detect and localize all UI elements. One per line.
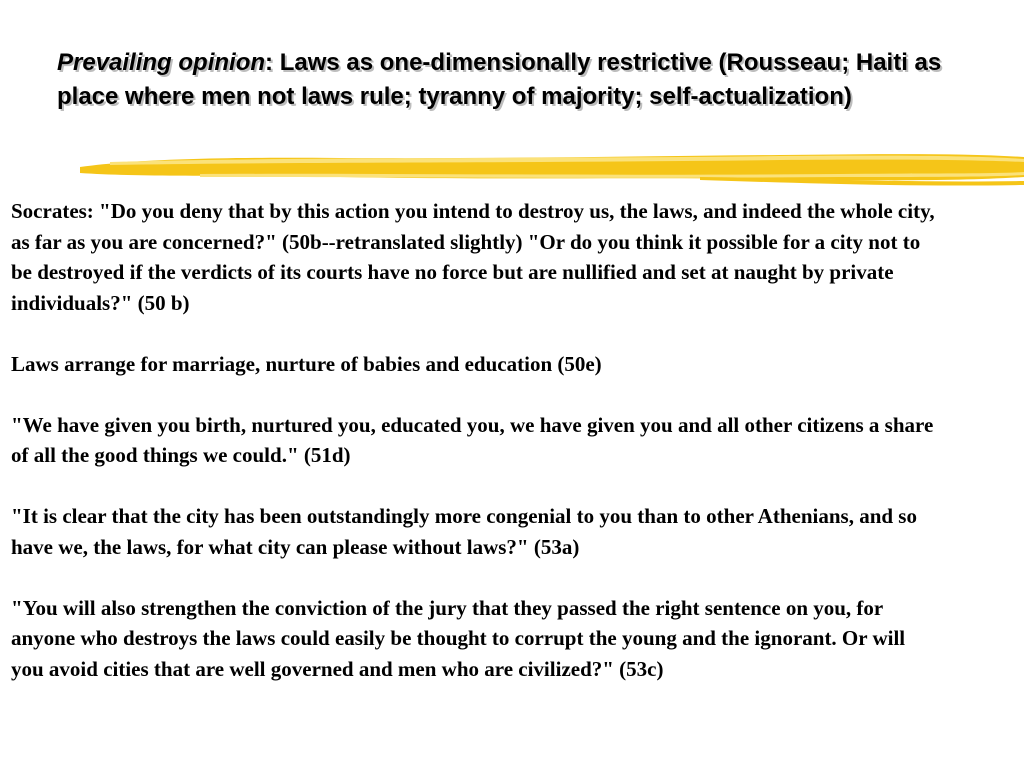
paragraph-socrates-quote: Socrates: "Do you deny that by this action you intend to destroy us, the laws, and indeed the whole city, as far as you are concerned?" (50b--retranslated slightly) "Or do you think it possible for a city not to be destroyed if the verdicts of its courts have no force but are nullified and set at naught by private individuals?" (50 b) — [11, 199, 935, 315]
body-text — [11, 196, 941, 715]
paragraph-city-congenial-quote: "It is clear that the city has been outstandingly more congenial to you than to other Athenians, and so have we, the laws, for what city can please without laws?" (53a) — [11, 504, 917, 559]
slide-title — [57, 46, 957, 114]
title-rest: : Laws as one-dimensionally restrictive (Rousseau; Haiti as place where men not laws rule; tyranny of majority; self-actualization) — [57, 49, 942, 110]
paragraph-strengthen-conviction-quote: "You will also strengthen the conviction of the jury that they passed the right sentence on you, for anyone who destroys the laws could easily be thought to corrupt the young and the ignorant. Or will you avoid cities that are well governed and men who are civilized?" (53c) — [11, 595, 906, 681]
highlight-brush-stroke — [80, 147, 1024, 191]
paragraph-laws-arrange: Laws arrange for marriage, nurture of babies and education (50e) — [11, 351, 602, 376]
title-lead: Prevailing opinion — [57, 49, 266, 76]
paragraph-given-birth-quote: "We have given you birth, nurtured you, educated you, we have given you and all other citizens a share of all the good things we could." (51d) — [11, 412, 934, 467]
